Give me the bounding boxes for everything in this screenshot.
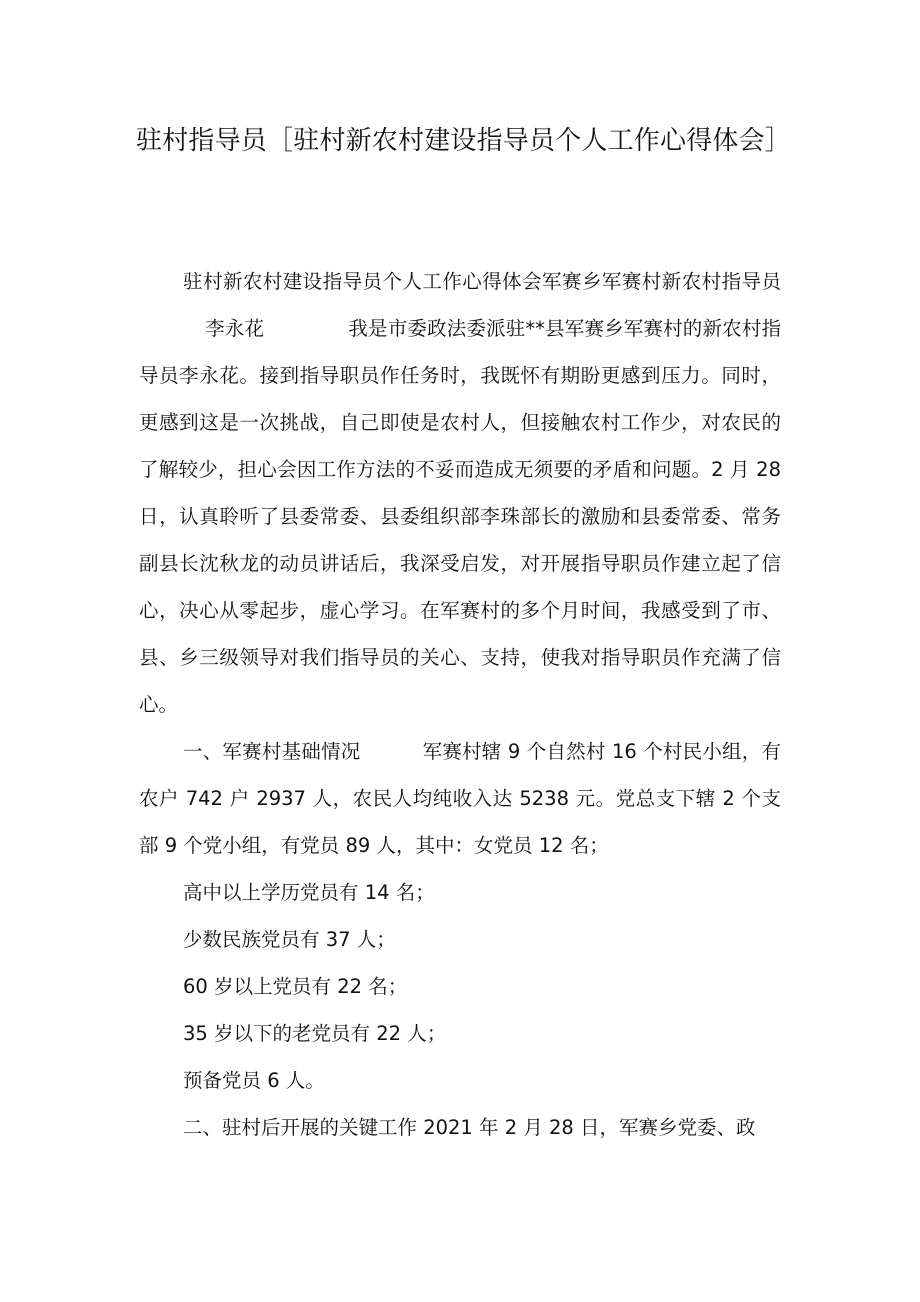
intro-paragraph [139,258,781,728]
section1-text: 军赛村辖 9 个自然村 16 个村民小组，有农户 742 户 2937 人，农民人均纯收入达 5238 元。党总支下辖 2 个支部 9 个党小组，有党员 89 人，其中：女党员 12 名； [139,740,781,857]
stat-line: 高中以上学历党员有 14 名； [183,881,435,904]
intro-text-part3: 我是市委政法委派驻**县军赛乡军赛村的新农村指导员李永花。接到指导职员作任务时，我既怀有期盼更感到压力。同时，更感到这是一次挑战，自己即使是农村人，但接触农村工作少，对农民的了解较少，担心会因工作方法的不妥而造成无须要的矛盾和问题。2 月 28 日，认真聆听了县委常委、县委组织部李珠部长的激励和县委常委、常务副县长沈秋龙的动员讲话后，我深受启发，对开展指导职员作建立起了信心，决心从零起步，虚心学习。在军赛村的多个月时间，我感受到了市、县、乡三级领导对我们指导员的关心、支持，使我对指导职员作充满了信心。 [139,317,781,716]
stat-line: 少数民族党员有 37 人； [183,928,396,951]
intro-text-part1: 驻村新农村建设指导员个人工作心得体会军赛乡军赛村新农村指导员 [183,270,781,293]
stat-line: 预备党员 6 人。 [183,1069,325,1092]
section1-paragraph [139,728,781,869]
section1-heading: 一、军赛村基础情况 [183,740,361,763]
stat-line: 35 岁以下的老党员有 22 人； [183,1022,447,1045]
document-body [139,258,781,1151]
document-title: 驻村指导员［驻村新农村建设指导员个人工作心得体会］ [136,126,792,156]
stat-line: 60 岁以上党员有 22 名； [183,975,408,998]
section2-paragraph: 二、驻村后开展的关键工作 2021 年 2 月 28 日，军赛乡党委、政 [183,1116,756,1139]
instructor-name: 李永花 [205,317,265,340]
